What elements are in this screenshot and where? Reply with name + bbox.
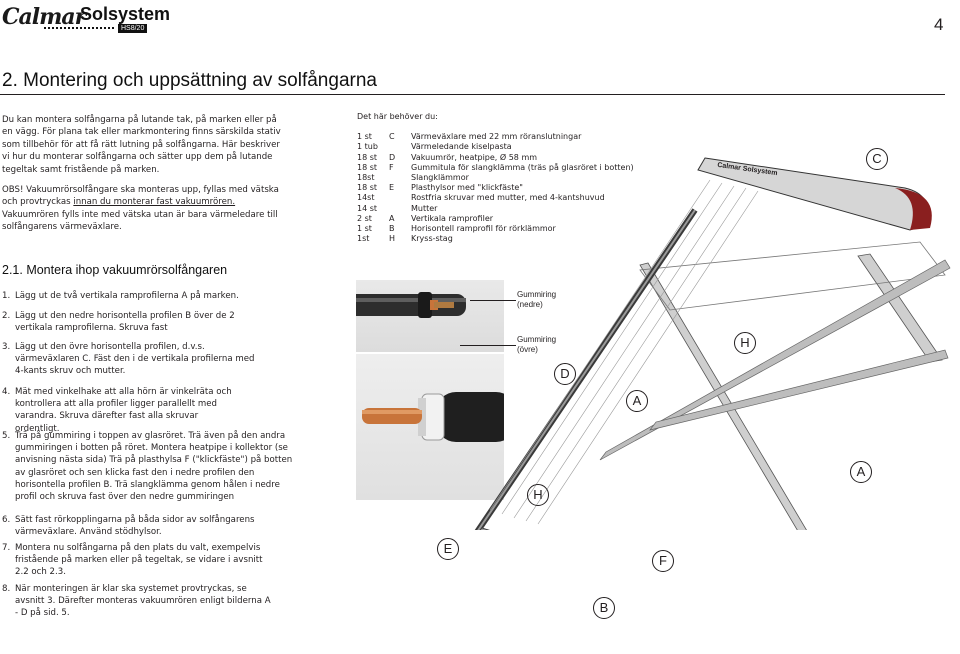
parts-desc: Gummitula för slangklämma (träs på glasröret i botten) [411, 162, 634, 172]
collector-brand-text: Calmar Solsystem [716, 161, 778, 178]
parts-code: C [389, 132, 395, 142]
section-title: 2.1. Montera ihop vakuumrörsolfångaren [2, 263, 228, 277]
label-h-upper: H [734, 332, 756, 354]
parts-qty: 18 st [357, 152, 378, 162]
parts-qty: 18 st [357, 162, 378, 172]
parts-desc: Värmeledande kiselpasta [411, 142, 512, 152]
step-number: 3. [2, 342, 11, 352]
parts-desc: Vertikala ramprofiler [411, 213, 494, 223]
step-text: Montera nu solfångarna på den plats du valt, exempelvis fristående på marken eller på tegeltak, se vidare i avsnitt 2.2 och 2.3. [15, 543, 263, 578]
parts-desc: Mutter [411, 203, 438, 213]
parts-qty: 1 st [357, 224, 372, 234]
step-item [2, 430, 300, 503]
step-number: 6. [2, 515, 11, 525]
step-text: Trä på gummiring i toppen av glasröret. Trä även på den andra gummiringen i botten på röret. Montera heatpipe i kollektor (se anvisning nästa sida) Trä på plasthylsa F ("klickfäste") på botten av glasröret och sen klicka fast den i nedre profilen den horisontella profilen B. Trä slangklämma genom hålen i nedre profil och skruva fast över den nedre gummiringen [15, 431, 293, 503]
parts-code: F [389, 162, 394, 172]
parts-row [357, 132, 634, 142]
parts-qty: 1st [357, 234, 370, 244]
page-title: 2. Montering och uppsättning av solfångarna [2, 70, 377, 91]
parts-desc: Rostfria skruvar med mutter, med 4-kantshuvud [411, 193, 605, 203]
parts-code: B [389, 224, 395, 234]
step-number: 4. [2, 387, 11, 397]
brand-name: Solsystem [80, 4, 171, 24]
step-number: 8. [2, 584, 11, 594]
step-number: 7. [2, 543, 11, 553]
step-text: När monteringen är klar ska systemet provtryckas, se avsnitt 3. Därefter monteras vakuumrören enligt bilderna A - D på sid. 5. [15, 584, 271, 619]
step-text: Mät med vinkelhake att alla hörn är vinkelräta och kontrollera att alla profiler ligger parallellt med varandra. Skruva därefter fast alla skruvar ordentligt. [15, 387, 232, 434]
title-rule [0, 94, 945, 95]
vacuum-tubes [475, 210, 695, 530]
step-number: 5. [2, 431, 11, 441]
page-number: 4 [934, 15, 944, 34]
step-text: Lägg ut den övre horisontella profilen, d.v.s. värmeväxlaren C. Fäst den i de vertikala profilerna med 4-kants skruv och mutter. [15, 342, 255, 377]
step-text: Lägg ut de två vertikala ramprofilerna A på marken. [15, 291, 239, 301]
label-d: D [554, 363, 576, 385]
step-item [2, 583, 272, 620]
label-b: B [593, 597, 615, 619]
step-text: Lägg ut den nedre horisontella profilen B över de 2 vertikala ramprofilerna. Skruva fast [15, 311, 235, 334]
parts-qty: 2 st [357, 213, 372, 223]
parts-desc: Vakuumrör, heatpipe, Ø 58 mm [411, 152, 538, 162]
parts-qty: 14st [357, 193, 375, 203]
intro-note-start: OBS! Vakuumrörsolfångare ska monteras upp, fyllas med vätska och provtryckas [2, 185, 279, 208]
parts-code: A [389, 213, 395, 223]
callout-line-upper [460, 345, 516, 346]
intro-paragraph-2 [2, 184, 282, 234]
intro-note-end: Vakuumrören fylls inte med vätska utan är bara värmeledare till solfångarens värmeväxlare. [2, 209, 278, 233]
intro-note-underlined: innan du monterar fast vakuumrören. [73, 197, 236, 208]
label-a-upper: A [626, 390, 648, 412]
callout-line-lower [470, 300, 516, 301]
header [0, 0, 960, 60]
step-item [2, 290, 302, 302]
parts-desc: Slangklämmor [411, 173, 469, 183]
parts-code: E [389, 183, 395, 193]
intro-text [2, 114, 282, 234]
label-c: C [866, 148, 888, 170]
parts-desc: Kryss-stag [411, 234, 453, 244]
parts-code: D [389, 152, 396, 162]
step-item [2, 542, 272, 579]
vertical-frame-profiles [640, 242, 945, 530]
step-number: 1. [2, 291, 11, 301]
model-badge: HS8/20 [118, 24, 147, 33]
step-item [2, 341, 257, 378]
parts-desc: Plasthylsor med "klickfäste" [411, 183, 523, 193]
parts-qty: 18st [357, 173, 375, 183]
step-text: Sätt fast rörkopplingarna på båda sidor av solfångarens värmeväxlare. Använd stödhylsor. [15, 515, 255, 538]
bottom-rail-b [475, 528, 658, 530]
parts-qty: 14 st [357, 203, 378, 213]
parts-desc: Värmeväxlare med 22 mm röranslutningar [411, 132, 582, 142]
parts-qty: 1 st [357, 132, 372, 142]
header-dots [44, 27, 114, 31]
cross-bracing-h [600, 260, 950, 460]
label-a-lower: A [850, 461, 872, 483]
parts-desc: Horisontell ramprofil för rörklämmor [411, 224, 556, 234]
step-item [2, 386, 242, 435]
step-item [2, 514, 262, 538]
parts-qty: 1 tub [357, 142, 378, 152]
label-h-lower: H [527, 484, 549, 506]
callout-lower-ring: Gummiring (nedre) [517, 290, 557, 309]
parts-code: H [389, 234, 396, 244]
intro-paragraph-1: Du kan montera solfångarna på lutande tak, på marken eller på en vägg. För plana tak eller markmontering finns särskilda stativ som tillbehör för att få rätt lutning på solfångarna. Här beskriver vi hur du monterar solfångarna och sätter upp dem på lutande tegeltak samt fristående på marken. [2, 115, 281, 175]
steps-list [2, 290, 302, 630]
step-item [2, 310, 242, 334]
label-f: F [652, 550, 674, 572]
label-e: E [437, 538, 459, 560]
parts-qty: 18 st [357, 183, 378, 193]
parts-heading: Det här behöver du: [357, 112, 438, 121]
step-number: 2. [2, 311, 11, 321]
brand-logo-script: Calmar [2, 4, 86, 30]
callout-upper-ring: Gummiring (övre) [517, 335, 557, 354]
